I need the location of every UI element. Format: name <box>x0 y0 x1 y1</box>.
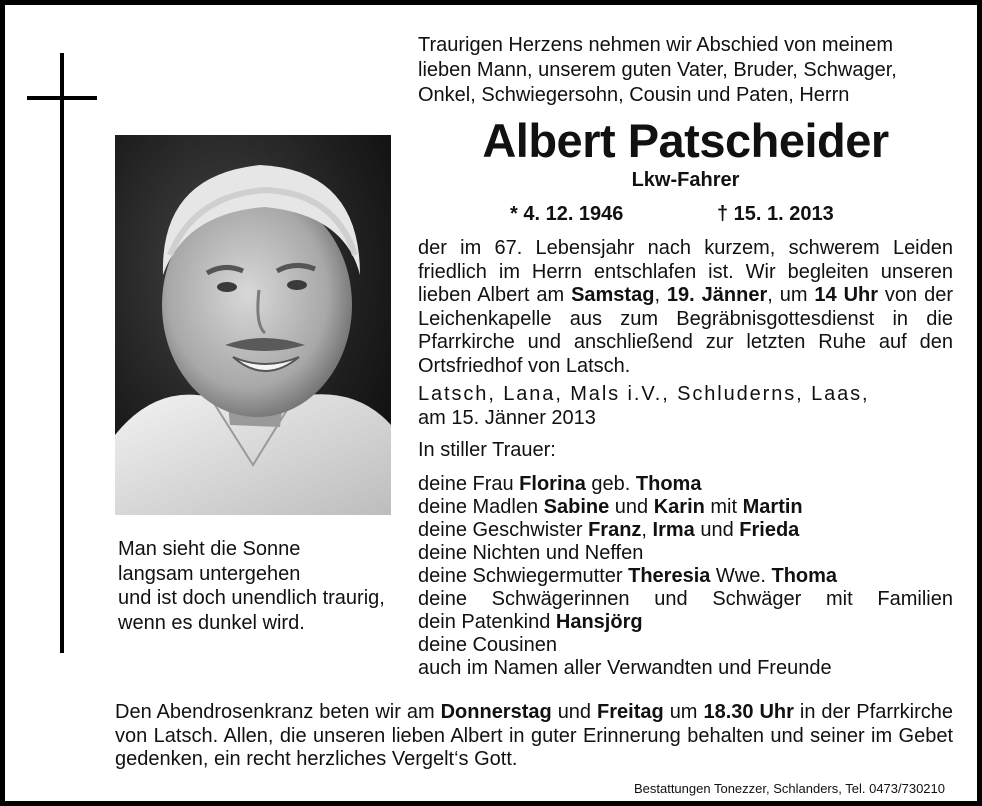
deceased-name: Albert Patscheider <box>482 114 889 167</box>
deceased-occupation: Lkw-Fahrer <box>631 169 740 191</box>
mourner-name: Sabine <box>543 496 610 518</box>
mourner-name: Hansjörg <box>555 611 643 633</box>
intro-line: lieben Mann, unserem guten Vater, Bruder, Schwager, <box>418 59 897 81</box>
text-span: geb. <box>585 473 636 495</box>
intro-text <box>418 33 958 108</box>
quote-line: langsam untergehen <box>118 562 301 585</box>
funeral-time: 14 Uhr <box>814 284 879 306</box>
text-span: dein Patenkind <box>418 611 556 633</box>
mourner-name: Irma <box>652 519 695 541</box>
text-span: deine Frau <box>418 473 520 495</box>
rosary-announcement <box>115 701 953 772</box>
mourner-name: Theresia <box>628 565 711 587</box>
word: und <box>654 588 688 610</box>
text-span: Den Abendrosenkranz beten wir am <box>115 701 441 723</box>
mourner-name: Karin <box>653 496 705 518</box>
quote-line: wenn es dunkel wird. <box>118 611 305 634</box>
text-span: von der Leichenkapelle aus zum Begräbnisgottesdienst in die Pfarrkirche und anschließend zur letzten Ruhe auf den Ortsfriedhof von Latsch. <box>418 284 953 377</box>
list-item <box>418 565 953 588</box>
list-item: deine Nichten und Neffen <box>418 542 644 564</box>
text-span: und <box>609 496 654 518</box>
funeral-home-credit: Bestattungen Tonezzer, Schlanders, Tel. 0473/730210 <box>633 781 945 796</box>
text-span: Wwe. <box>710 565 772 587</box>
text-span: , <box>641 519 653 541</box>
list-item <box>418 473 953 496</box>
text-span: der im 67. Lebensjahr nach kurzem, schwerem Leiden friedlich im Herrn entschlafen ist. Wir begleiten unseren lieben Albert am <box>418 237 953 306</box>
list-item: deine Cousinen <box>418 634 557 656</box>
places: Latsch, Lana, Mals i.V., Schluderns, Laas, <box>418 383 870 405</box>
list-item: auch im Namen aller Verwandten und Freunde <box>418 657 832 679</box>
rosary-time: 18.30 Uhr <box>703 701 794 723</box>
cross-icon-bar <box>27 96 97 100</box>
rosary-day: Donnerstag <box>440 701 552 723</box>
list-item <box>418 496 953 519</box>
word: Schwäger <box>712 588 802 610</box>
text-span: und <box>694 519 740 541</box>
word: Familien <box>877 588 953 610</box>
funeral-details <box>418 237 953 378</box>
mourner-name: Thoma <box>771 565 838 587</box>
memorial-quote <box>118 537 398 635</box>
word: mit <box>826 588 853 610</box>
funeral-date: 19. Jänner <box>666 284 768 306</box>
intro-line: Traurigen Herzens nehmen wir Abschied von meinem <box>418 34 894 56</box>
portrait-photo <box>115 135 391 515</box>
funeral-day: Samstag <box>571 284 655 306</box>
text-span: , um <box>767 284 815 306</box>
rosary-day: Freitag <box>597 701 664 723</box>
text-span: deine Madlen <box>418 496 544 518</box>
text-span: um <box>663 701 704 723</box>
intro-line: Onkel, Schwiegersohn, Cousin und Paten, Herrn <box>418 84 850 106</box>
notice-date: am 15. Jänner 2013 <box>418 406 596 429</box>
cross-icon <box>60 53 64 653</box>
birth-date: * 4. 12. 1946 <box>510 203 624 225</box>
text-span: deine Geschwister <box>418 519 589 541</box>
mourner-name: Frieda <box>739 519 800 541</box>
list-item <box>418 611 953 634</box>
mourning-title: In stiller Trauer: <box>418 439 556 461</box>
word: Schwägerinnen <box>491 588 630 610</box>
mourner-name: Florina <box>519 473 586 495</box>
word: deine <box>418 588 467 610</box>
death-date: † 15. 1. 2013 <box>717 203 834 225</box>
quote-line: und ist doch unendlich traurig, <box>118 587 385 609</box>
text-span: , <box>654 284 667 306</box>
text-span: mit <box>704 496 743 518</box>
list-item <box>418 519 953 542</box>
place-date <box>418 383 953 430</box>
list-item <box>418 588 953 611</box>
mourners-list <box>418 473 953 680</box>
text-span: deine Schwiegermutter <box>418 565 629 587</box>
text-span: und <box>551 701 598 723</box>
mourner-name: Franz <box>588 519 642 541</box>
mourner-name: Martin <box>742 496 803 518</box>
quote-line: Man sieht die Sonne <box>118 538 301 560</box>
mourner-name: Thoma <box>635 473 702 495</box>
text-span: in der Pfarrkirche von Latsch. Allen, die unseren lieben Albert in guter Erinnerung behalten und seiner im Gebet gedenken, ein recht herzliches Vergelt‘s Gott. <box>115 701 953 770</box>
